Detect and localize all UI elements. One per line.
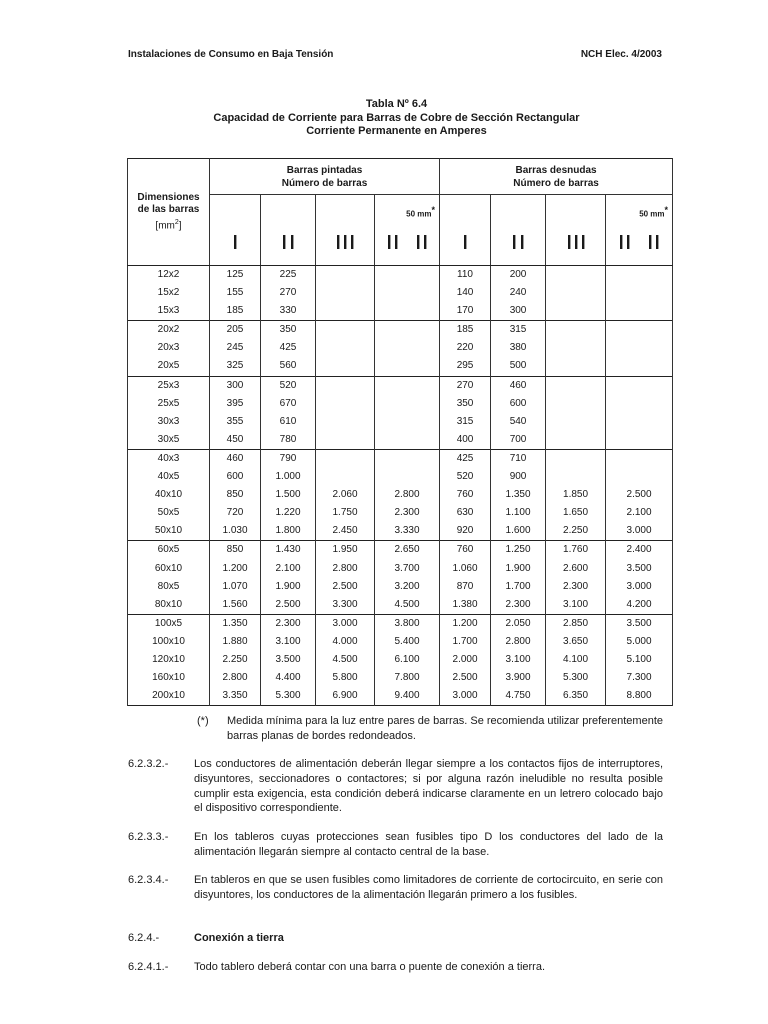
cell-bare-2: 900 xyxy=(491,468,546,486)
cell-bare-3 xyxy=(546,302,606,321)
cell-bare-2: 300 xyxy=(491,302,546,321)
table-row xyxy=(128,468,673,486)
cell-bare-3 xyxy=(546,449,606,468)
cell-painted-3: 6.900 xyxy=(316,687,375,706)
cell-bare-1: 3.000 xyxy=(440,687,491,706)
cell-painted-1: 720 xyxy=(210,504,261,522)
dimensions-header-unit: $[mm^2]$ xyxy=(155,218,182,231)
table-row xyxy=(128,560,673,578)
cell-painted-1: 245 xyxy=(210,339,261,357)
cell-bare-1: 760 xyxy=(440,486,491,504)
table-row xyxy=(128,687,673,706)
cell-bare-3: 4.100 xyxy=(546,651,606,669)
cell-bare-4 xyxy=(606,413,673,431)
cell-painted-2: 780 xyxy=(261,431,316,450)
table-row xyxy=(128,449,673,468)
cell-bare-1: 760 xyxy=(440,541,491,560)
three-bars-icon xyxy=(561,234,591,250)
bare-paired-bars-symbol-header xyxy=(606,195,673,266)
table-row xyxy=(128,504,673,522)
painted-bars-header-line1: Barras pintadas xyxy=(286,164,363,176)
table-number: Tabla Nº 6.4 xyxy=(365,98,428,110)
cell-painted-4 xyxy=(375,321,440,340)
table-row xyxy=(128,651,673,669)
cell-bare-3: 1.650 xyxy=(546,504,606,522)
cell-bare-1: 920 xyxy=(440,522,491,541)
table-row xyxy=(128,614,673,633)
cell-dimension: 120x10 xyxy=(128,651,210,669)
cell-dimension: 25x3 xyxy=(128,376,210,395)
paired-bars-icon xyxy=(384,234,430,250)
cell-bare-1: 425 xyxy=(440,449,491,468)
cell-bare-1: 630 xyxy=(440,504,491,522)
cell-painted-3 xyxy=(316,284,375,302)
cell-dimension: 200x10 xyxy=(128,687,210,706)
cell-bare-1: 315 xyxy=(440,413,491,431)
cell-painted-1: 300 xyxy=(210,376,261,395)
current-capacity-table xyxy=(127,158,673,706)
cell-painted-1: 600 xyxy=(210,468,261,486)
table-row xyxy=(128,669,673,687)
cell-bare-4: 3.000 xyxy=(606,522,673,541)
cell-painted-3 xyxy=(316,266,375,285)
cell-painted-2: 2.300 xyxy=(261,614,316,633)
cell-painted-3: 3.000 xyxy=(316,614,375,633)
cell-bare-3 xyxy=(546,339,606,357)
cell-bare-1: 1.200 xyxy=(440,614,491,633)
cell-dimension: 30x5 xyxy=(128,431,210,450)
clause-text: En tableros en que se usen fusibles como limitadores de corriente de cortocircuito, en serie con disyuntores, los conductores de la alimentación llegarán primero a los fusibles. xyxy=(194,874,663,901)
cell-painted-1: 395 xyxy=(210,395,261,413)
cell-bare-4: 4.200 xyxy=(606,596,673,615)
cell-painted-1: 450 xyxy=(210,431,261,450)
table-row xyxy=(128,413,673,431)
cell-bare-3 xyxy=(546,321,606,340)
cell-bare-4: 2.500 xyxy=(606,486,673,504)
bare-bars-header-line1: Barras desnudas xyxy=(515,164,597,176)
bare-bars-header xyxy=(440,159,673,195)
cell-bare-2: 500 xyxy=(491,357,546,376)
cell-painted-4: 9.400 xyxy=(375,687,440,706)
cell-painted-3: 2.800 xyxy=(316,560,375,578)
cell-painted-4 xyxy=(375,357,440,376)
cell-painted-1: 205 xyxy=(210,321,261,340)
cell-dimension: 20x2 xyxy=(128,321,210,340)
cell-painted-2: 1.000 xyxy=(261,468,316,486)
cell-painted-3 xyxy=(316,357,375,376)
cell-bare-1: 185 xyxy=(440,321,491,340)
cell-bare-4: 3.000 xyxy=(606,578,673,596)
cell-bare-3 xyxy=(546,266,606,285)
cell-painted-4: 5.400 xyxy=(375,633,440,651)
cell-painted-3: 2.060 xyxy=(316,486,375,504)
cell-bare-2: 1.700 xyxy=(491,578,546,596)
cell-bare-3 xyxy=(546,431,606,450)
cell-painted-3: 4.000 xyxy=(316,633,375,651)
cell-painted-2: 425 xyxy=(261,339,316,357)
cell-dimension: 12x2 xyxy=(128,266,210,285)
cell-painted-1: 355 xyxy=(210,413,261,431)
table-subtitle: Corriente Permanente en Amperes xyxy=(306,125,487,137)
cell-painted-3: 2.450 xyxy=(316,522,375,541)
cell-painted-4 xyxy=(375,339,440,357)
cell-painted-4 xyxy=(375,284,440,302)
cell-bare-1: 400 xyxy=(440,431,491,450)
cell-dimension: 60x10 xyxy=(128,560,210,578)
table-row xyxy=(128,302,673,321)
cell-bare-4 xyxy=(606,468,673,486)
cell-bare-1: 295 xyxy=(440,357,491,376)
cell-bare-3: 3.650 xyxy=(546,633,606,651)
cell-painted-3 xyxy=(316,431,375,450)
table-title: Capacidad de Corriente para Barras de Cobre de Sección Rectangular xyxy=(213,111,580,124)
cell-bare-1: 350 xyxy=(440,395,491,413)
cell-dimension: 100x5 xyxy=(128,614,210,633)
clause-6-2-3-3 xyxy=(128,830,663,860)
clause-text: Los conductores de alimentación deberán llegar siempre a los contactos fijos de interruptores, disyuntores, seccionadores o contactores; si por alguna razón ineludible no resulta posible cumplir esta exigencia, esta condición deberá indicarse claramente en un letrero colocado bajo el dispositivo correspondiente. xyxy=(194,758,663,815)
cell-painted-1: 460 xyxy=(210,449,261,468)
cell-bare-3: 1.760 xyxy=(546,541,606,560)
table-row xyxy=(128,339,673,357)
cell-bare-4 xyxy=(606,449,673,468)
cell-dimension: 40x5 xyxy=(128,468,210,486)
cell-painted-3: 1.750 xyxy=(316,504,375,522)
clause-number: 6.2.4.- xyxy=(128,932,160,944)
cell-dimension: 80x5 xyxy=(128,578,210,596)
cell-bare-2: 700 xyxy=(491,431,546,450)
cell-dimension: 100x10 xyxy=(128,633,210,651)
cell-bare-2: 315 xyxy=(491,321,546,340)
clause-number: 6.2.3.2.- xyxy=(128,758,169,770)
cell-dimension: 25x5 xyxy=(128,395,210,413)
cell-bare-4: 3.500 xyxy=(606,614,673,633)
cell-painted-4 xyxy=(375,413,440,431)
cell-bare-3: 2.250 xyxy=(546,522,606,541)
cell-bare-4 xyxy=(606,266,673,285)
footnote-text: Medida mínima para la luz entre pares de barras. Se recomienda utilizar preferentemente barras planas de bordes redondeados. xyxy=(227,715,663,742)
cell-painted-1: 125 xyxy=(210,266,261,285)
cell-bare-4 xyxy=(606,321,673,340)
cell-bare-2: 1.900 xyxy=(491,560,546,578)
clause-6-2-4 xyxy=(128,931,663,946)
painted-bars-header-line2: Número de barras xyxy=(281,177,368,189)
cell-bare-2: 1.600 xyxy=(491,522,546,541)
cell-bare-3: 1.850 xyxy=(546,486,606,504)
table-row xyxy=(128,376,673,395)
cell-painted-2: 790 xyxy=(261,449,316,468)
cell-bare-4: 8.800 xyxy=(606,687,673,706)
cell-bare-1: 270 xyxy=(440,376,491,395)
cell-bare-2: 460 xyxy=(491,376,546,395)
cell-painted-1: 2.800 xyxy=(210,669,261,687)
cell-painted-2: 4.400 xyxy=(261,669,316,687)
bare-two-bars-symbol-header xyxy=(491,195,546,266)
painted-two-bars-symbol-header xyxy=(261,195,316,266)
bare-one-bar-symbol-header xyxy=(440,195,491,266)
cell-painted-1: 1.200 xyxy=(210,560,261,578)
cell-bare-4: 5.100 xyxy=(606,651,673,669)
bare-three-bars-symbol-header xyxy=(546,195,606,266)
cell-painted-3: 5.800 xyxy=(316,669,375,687)
cell-painted-3 xyxy=(316,449,375,468)
cell-bare-3 xyxy=(546,357,606,376)
clause-6-2-4-1 xyxy=(128,960,663,975)
table-row xyxy=(128,431,673,450)
cell-bare-4: 5.000 xyxy=(606,633,673,651)
cell-bare-2: 2.800 xyxy=(491,633,546,651)
cell-bare-4: 2.400 xyxy=(606,541,673,560)
cell-bare-2: 1.350 xyxy=(491,486,546,504)
cell-painted-4 xyxy=(375,449,440,468)
cell-bare-3 xyxy=(546,376,606,395)
table-row xyxy=(128,395,673,413)
cell-painted-1: 1.070 xyxy=(210,578,261,596)
cell-bare-4 xyxy=(606,395,673,413)
cell-bare-1: 110 xyxy=(440,266,491,285)
cell-painted-2: 610 xyxy=(261,413,316,431)
table-row xyxy=(128,357,673,376)
cell-painted-2: 350 xyxy=(261,321,316,340)
cell-painted-2: 270 xyxy=(261,284,316,302)
cell-bare-4 xyxy=(606,376,673,395)
cell-bare-3: 2.850 xyxy=(546,614,606,633)
cell-bare-4 xyxy=(606,284,673,302)
cell-painted-4: 2.650 xyxy=(375,541,440,560)
cell-bare-3 xyxy=(546,395,606,413)
cell-bare-1: 1.700 xyxy=(440,633,491,651)
cell-bare-3: 5.300 xyxy=(546,669,606,687)
clause-text: Todo tablero deberá contar con una barra o puente de conexión a tierra. xyxy=(194,961,546,973)
cell-dimension: 40x10 xyxy=(128,486,210,504)
cell-painted-1: 850 xyxy=(210,541,261,560)
painted-three-bars-symbol-header xyxy=(316,195,375,266)
cell-bare-1: 1.380 xyxy=(440,596,491,615)
two-bars-icon xyxy=(503,234,533,250)
painted-one-bar-symbol-header xyxy=(210,195,261,266)
cell-bare-2: 3.900 xyxy=(491,669,546,687)
cell-bare-4: 3.500 xyxy=(606,560,673,578)
paired-bars-icon xyxy=(616,234,662,250)
cell-painted-2: 1.500 xyxy=(261,486,316,504)
cell-dimension: 15x2 xyxy=(128,284,210,302)
cell-bare-4 xyxy=(606,302,673,321)
cell-bare-2: 380 xyxy=(491,339,546,357)
cell-painted-1: 1.030 xyxy=(210,522,261,541)
two-bars-icon xyxy=(273,234,303,250)
dimensions-header xyxy=(128,159,210,266)
dimensions-header-line2: de las barras xyxy=(137,204,200,216)
cell-painted-2: 1.900 xyxy=(261,578,316,596)
cell-bare-2: 710 xyxy=(491,449,546,468)
table-caption xyxy=(0,98,768,139)
cell-painted-3 xyxy=(316,413,375,431)
cell-painted-2: 5.300 xyxy=(261,687,316,706)
clause-text: En los tableros cuyas protecciones sean fusibles tipo D los conductores del lado de la alimentación llegarán siempre al contacto central de la base. xyxy=(194,831,663,858)
cell-bare-2: 540 xyxy=(491,413,546,431)
cell-painted-3 xyxy=(316,468,375,486)
cell-bare-3: 2.600 xyxy=(546,560,606,578)
cell-painted-3: 1.950 xyxy=(316,541,375,560)
cell-painted-1: 1.350 xyxy=(210,614,261,633)
cell-painted-1: 3.350 xyxy=(210,687,261,706)
cell-bare-3: 2.300 xyxy=(546,578,606,596)
cell-painted-1: 2.250 xyxy=(210,651,261,669)
cell-bare-3: 3.100 xyxy=(546,596,606,615)
cell-dimension: 20x5 xyxy=(128,357,210,376)
spacing-note: 50 mm* xyxy=(406,205,436,219)
cell-painted-4: 3.200 xyxy=(375,578,440,596)
cell-painted-1: 185 xyxy=(210,302,261,321)
table-row xyxy=(128,486,673,504)
cell-bare-4 xyxy=(606,357,673,376)
clause-number: 6.2.3.3.- xyxy=(128,831,169,843)
cell-painted-4: 4.500 xyxy=(375,596,440,615)
running-header-title: Instalaciones de Consumo en Baja Tensión xyxy=(128,49,334,60)
table-row xyxy=(128,522,673,541)
cell-bare-1: 520 xyxy=(440,468,491,486)
cell-bare-1: 1.060 xyxy=(440,560,491,578)
clause-number: 6.2.3.4.- xyxy=(128,874,169,886)
cell-painted-1: 155 xyxy=(210,284,261,302)
cell-bare-1: 870 xyxy=(440,578,491,596)
cell-painted-1: 850 xyxy=(210,486,261,504)
spacing-note: 50 mm* xyxy=(639,205,669,219)
cell-painted-4: 3.330 xyxy=(375,522,440,541)
cell-painted-3: 4.500 xyxy=(316,651,375,669)
cell-painted-2: 1.800 xyxy=(261,522,316,541)
table-row xyxy=(128,541,673,560)
cell-painted-1: 1.880 xyxy=(210,633,261,651)
one-bar-icon xyxy=(450,234,480,250)
clause-6-2-3-4 xyxy=(128,873,663,903)
cell-dimension: 160x10 xyxy=(128,669,210,687)
cell-bare-2: 2.300 xyxy=(491,596,546,615)
cell-painted-4 xyxy=(375,376,440,395)
footnote-mark: (*) xyxy=(197,715,209,727)
cell-painted-2: 2.100 xyxy=(261,560,316,578)
cell-bare-2: 200 xyxy=(491,266,546,285)
table-row xyxy=(128,633,673,651)
cell-painted-2: 225 xyxy=(261,266,316,285)
cell-painted-4: 3.800 xyxy=(375,614,440,633)
cell-dimension: 50x10 xyxy=(128,522,210,541)
cell-dimension: 40x3 xyxy=(128,449,210,468)
cell-painted-4 xyxy=(375,468,440,486)
table-row xyxy=(128,578,673,596)
cell-painted-4 xyxy=(375,395,440,413)
clause-6-2-3-2 xyxy=(128,757,663,816)
cell-painted-2: 560 xyxy=(261,357,316,376)
cell-dimension: 15x3 xyxy=(128,302,210,321)
painted-paired-bars-symbol-header xyxy=(375,195,440,266)
cell-painted-3 xyxy=(316,376,375,395)
cell-painted-2: 1.220 xyxy=(261,504,316,522)
cell-painted-3 xyxy=(316,339,375,357)
cell-painted-3: 3.300 xyxy=(316,596,375,615)
cell-bare-3 xyxy=(546,468,606,486)
cell-bare-1: 2.000 xyxy=(440,651,491,669)
cell-painted-2: 330 xyxy=(261,302,316,321)
cell-painted-2: 3.100 xyxy=(261,633,316,651)
cell-dimension: 80x10 xyxy=(128,596,210,615)
cell-painted-2: 2.500 xyxy=(261,596,316,615)
painted-bars-header xyxy=(210,159,440,195)
cell-bare-3: 6.350 xyxy=(546,687,606,706)
cell-painted-3 xyxy=(316,302,375,321)
cell-bare-2: 2.050 xyxy=(491,614,546,633)
cell-bare-1: 140 xyxy=(440,284,491,302)
running-header-standard: NCH Elec. 4/2003 xyxy=(580,49,662,60)
cell-bare-1: 170 xyxy=(440,302,491,321)
cell-painted-2: 520 xyxy=(261,376,316,395)
table-row xyxy=(128,266,673,285)
one-bar-icon xyxy=(220,234,250,250)
cell-painted-1: 325 xyxy=(210,357,261,376)
cell-painted-4 xyxy=(375,266,440,285)
cell-bare-1: 2.500 xyxy=(440,669,491,687)
cell-painted-2: 1.430 xyxy=(261,541,316,560)
cell-bare-3 xyxy=(546,413,606,431)
three-bars-icon xyxy=(330,234,360,250)
cell-painted-4 xyxy=(375,431,440,450)
table-row xyxy=(128,284,673,302)
cell-bare-4 xyxy=(606,339,673,357)
cell-bare-2: 3.100 xyxy=(491,651,546,669)
table-row xyxy=(128,596,673,615)
cell-dimension: 60x5 xyxy=(128,541,210,560)
cell-painted-4: 6.100 xyxy=(375,651,440,669)
cell-bare-1: 220 xyxy=(440,339,491,357)
cell-painted-2: 3.500 xyxy=(261,651,316,669)
table-row xyxy=(128,321,673,340)
table-footnote xyxy=(197,714,663,743)
section-title: Conexión a tierra xyxy=(194,932,284,944)
cell-painted-4: 3.700 xyxy=(375,560,440,578)
cell-painted-4: 2.800 xyxy=(375,486,440,504)
cell-bare-4: 2.100 xyxy=(606,504,673,522)
cell-painted-1: 1.560 xyxy=(210,596,261,615)
cell-painted-3 xyxy=(316,395,375,413)
cell-bare-2: 4.750 xyxy=(491,687,546,706)
cell-bare-4: 7.300 xyxy=(606,669,673,687)
cell-painted-4: 2.300 xyxy=(375,504,440,522)
cell-dimension: 50x5 xyxy=(128,504,210,522)
bare-bars-header-line2: Número de barras xyxy=(513,177,599,189)
cell-bare-4 xyxy=(606,431,673,450)
cell-bare-2: 600 xyxy=(491,395,546,413)
cell-painted-4 xyxy=(375,302,440,321)
cell-painted-4: 7.800 xyxy=(375,669,440,687)
dimensions-header-line1: Dimensiones xyxy=(137,191,200,203)
cell-dimension: 30x3 xyxy=(128,413,210,431)
cell-painted-2: 670 xyxy=(261,395,316,413)
clause-number: 6.2.4.1.- xyxy=(128,961,169,973)
cell-painted-3 xyxy=(316,321,375,340)
cell-bare-3 xyxy=(546,284,606,302)
cell-dimension: 20x3 xyxy=(128,339,210,357)
cell-painted-3: 2.500 xyxy=(316,578,375,596)
cell-bare-2: 240 xyxy=(491,284,546,302)
cell-bare-2: 1.100 xyxy=(491,504,546,522)
cell-bare-2: 1.250 xyxy=(491,541,546,560)
